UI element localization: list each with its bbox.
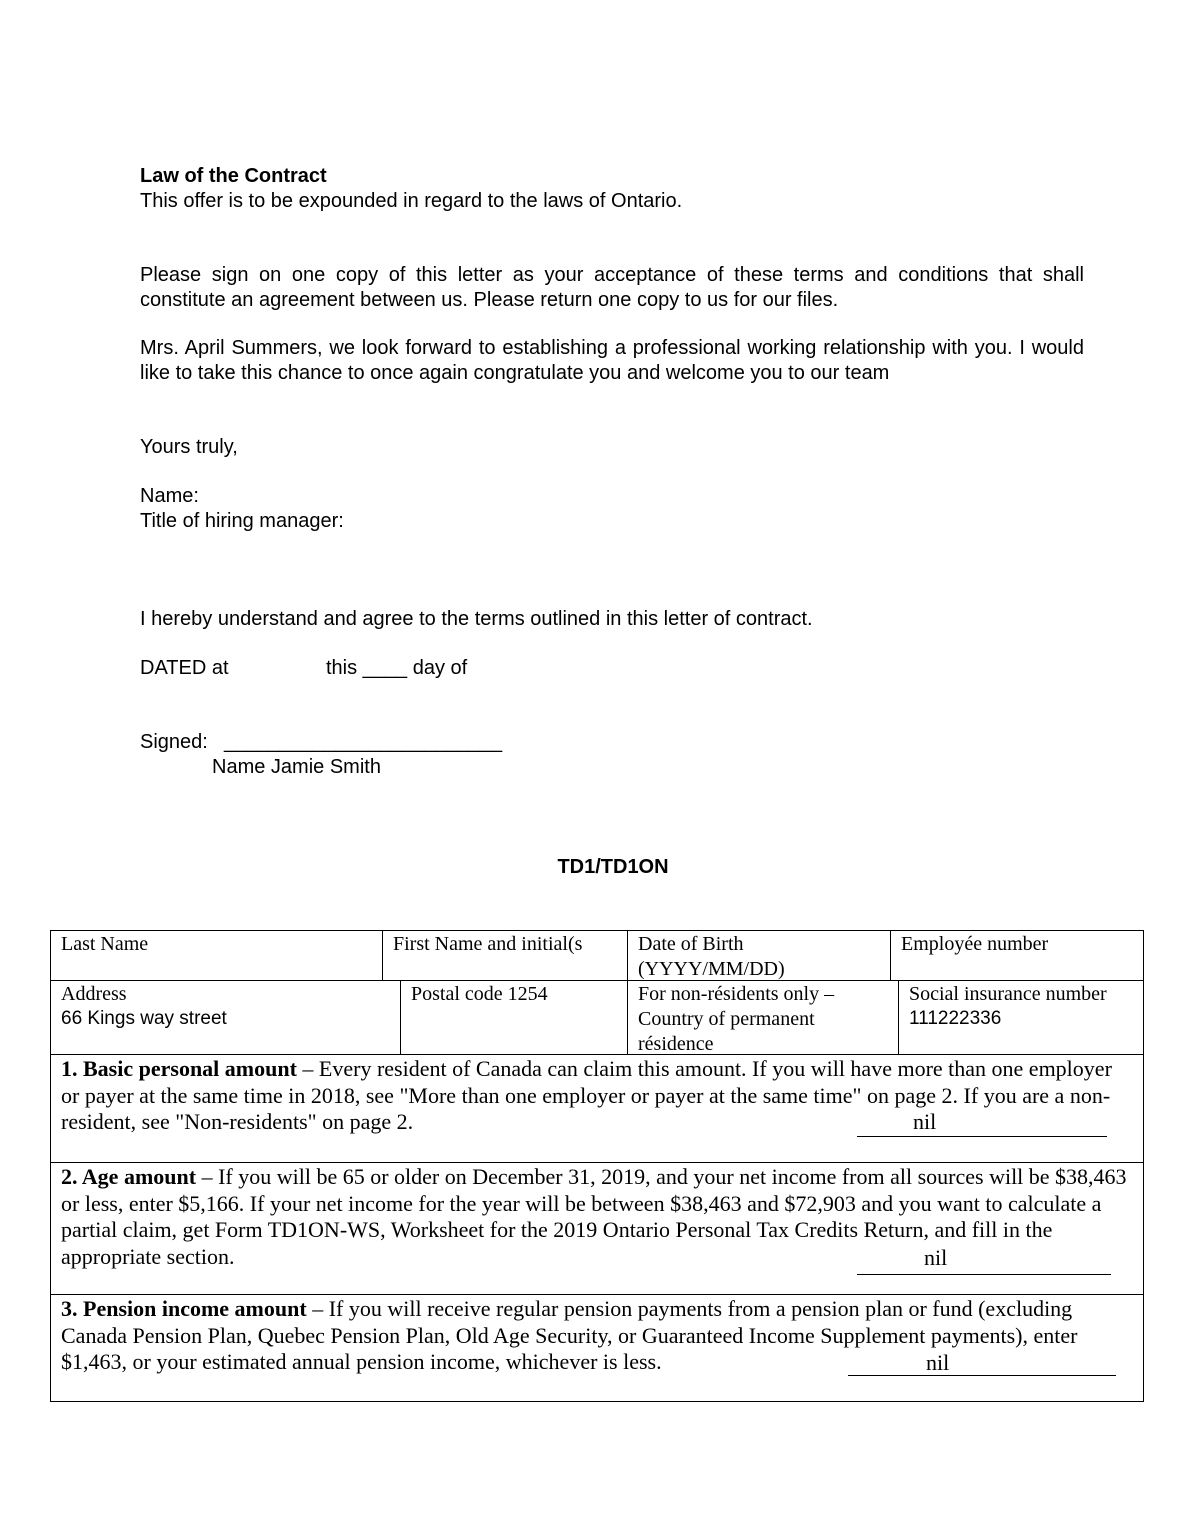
- signer-name: Name Jamie Smith: [212, 756, 381, 778]
- law-heading: Law of the Contract: [140, 165, 327, 187]
- section-text: – If you will receive regular pension payments from a pension plan or fund (excluding Canada Pension Plan, Quebec Pension Plan, Old Age Security, or Guaranteed Income Supplement payments), enter $1,463, or your estimated annual pension income, whichever is less.: [61, 1296, 1078, 1374]
- welcome-paragraph: Mrs. April Summers, we look forward to establishing a professional working relationship with you. I would like to take this chance to once again congratulate you and welcome you to our team: [140, 337, 1084, 384]
- first-name-field[interactable]: First Name and initial(s: [383, 931, 628, 980]
- section-basic-personal-amount: [51, 1055, 1143, 1163]
- form-row-identity: [51, 931, 1143, 981]
- date-of-birth-field[interactable]: Date of Birth (YYYY/MM/DD): [628, 931, 891, 980]
- form-row-address: [51, 981, 1143, 1055]
- this-day: this ____ day of: [326, 657, 468, 679]
- section-text: – If you will be 65 or older on December 31, 2019, and your net income from all sources will be $38,463 or less, enter $5,166. If your net income for the year will be between $38,463 and $72,903 and you want to calculate a partial claim, get Form TD1ON-WS, Worksheet for the 2019 Ontario Personal Tax Credits Return, and fill in the appropriate section.: [61, 1164, 1127, 1269]
- section-title: 1. Basic personal amount: [61, 1056, 297, 1081]
- sign-paragraph: Please sign on one copy of this letter as your acceptance of these terms and conditions that shall constitute an agreement between us. Please return one copy to us for our files.: [140, 264, 1084, 311]
- signed-label: Signed:: [140, 731, 208, 753]
- name-label: Name:: [140, 485, 199, 507]
- employee-number-field[interactable]: Employée number: [901, 933, 1049, 955]
- agree-text: I hereby understand and agree to the terms outlined in this letter of contract.: [140, 608, 813, 630]
- amount-value: nil: [926, 1350, 950, 1375]
- address-label: Address: [61, 983, 127, 1005]
- td1-form-table: [50, 930, 1144, 1402]
- section-text: – Every resident of Canada can claim this amount. If you will have more than one employer or payer at the same time in 2018, see "More than one employer or payer at the same time" on page 2. If you are a non-resident, see "Non-residents" on page 2.: [61, 1056, 1112, 1134]
- amount-input-line[interactable]: [857, 1274, 1111, 1275]
- address-field[interactable]: [51, 981, 401, 1054]
- section-pension-income-amount: [51, 1295, 1143, 1401]
- sin-field[interactable]: [899, 981, 1143, 1054]
- closing: Yours truly,: [140, 436, 238, 458]
- signature-line: _________________________: [224, 731, 503, 753]
- sin-label: Social insurance number: [909, 983, 1107, 1005]
- address-value: 66 Kings way street: [61, 1008, 227, 1029]
- law-text: This offer is to be expounded in regard to the laws of Ontario.: [140, 190, 683, 212]
- title-label: Title of hiring manager:: [140, 510, 344, 532]
- section-title: 3. Pension income amount: [61, 1296, 307, 1321]
- dated-at: DATED at: [140, 657, 229, 679]
- last-name-field[interactable]: Last Name: [51, 931, 383, 980]
- amount-value: nil: [924, 1245, 948, 1270]
- amount-input-line[interactable]: [857, 1136, 1107, 1137]
- non-resident-country-field[interactable]: For non-résidents only – Country of permanent résidence: [628, 981, 899, 1054]
- form-title: TD1/TD1ON: [557, 856, 669, 878]
- section-title: 2. Age amount: [61, 1164, 197, 1189]
- amount-input-line[interactable]: [848, 1375, 1116, 1376]
- amount-value: nil: [913, 1109, 937, 1134]
- section-age-amount: [51, 1163, 1143, 1295]
- postal-code-field[interactable]: Postal code 1254: [401, 981, 628, 1054]
- sin-value: 111222336: [909, 1008, 1002, 1029]
